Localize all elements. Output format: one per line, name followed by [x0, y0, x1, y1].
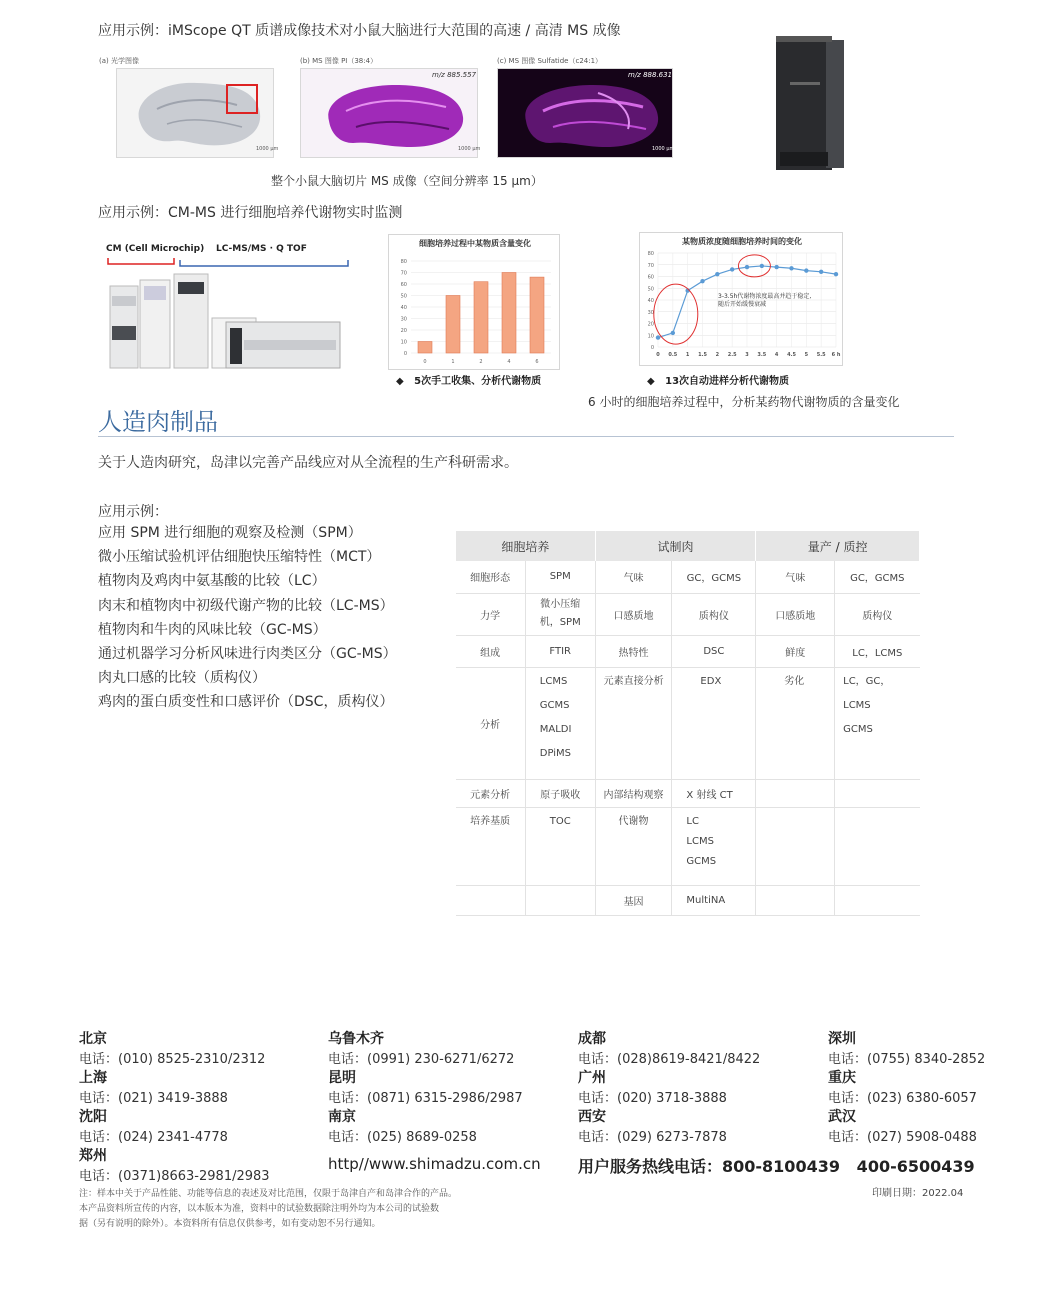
caption1: 整个小鼠大脑切片 MS 成像（空间分辨率 15 μm） — [271, 174, 543, 188]
data-point — [671, 331, 675, 335]
data-point — [804, 268, 808, 272]
product-table — [455, 531, 920, 916]
bar — [502, 273, 516, 354]
bar-chart — [388, 234, 560, 370]
x-tick-label: 1 — [685, 352, 690, 358]
tel-urumqi: 电话：(0991) 230-6271/6272 — [328, 1052, 515, 1067]
table-cell: 培养基质 — [456, 807, 526, 885]
cm-ms-system — [104, 244, 356, 372]
app-item: 肉末和植物肉中初级代谢产物的比较（LC-MS） — [98, 597, 394, 614]
contacts-col-2 — [328, 1028, 523, 1145]
y-tick-label: 60 — [647, 274, 654, 281]
city-chongqing: 重庆 — [828, 1070, 856, 1086]
table-row — [456, 561, 920, 593]
x-tick-label: 1 — [451, 359, 455, 365]
table-cell: 口感质地 — [595, 593, 672, 635]
app-item: 应用 SPM 进行细胞的观察及检测（SPM） — [98, 525, 362, 541]
y-tick-label: 30 — [400, 316, 407, 323]
data-point — [730, 267, 734, 271]
bar-chart-plot — [389, 235, 561, 371]
city-shanghai: 上海 — [79, 1070, 107, 1086]
y-tick-label: 80 — [400, 259, 407, 265]
table-cell: 热特性 — [595, 635, 672, 667]
y-tick-label: 0 — [650, 345, 654, 351]
tel-wuhan: 电话：(027) 5908-0488 — [828, 1130, 977, 1145]
table-cell-line: 机，SPM — [539, 617, 581, 628]
line-caption: ◆ 13次自动进样分析代谢物质 — [647, 376, 790, 387]
lcms-label: LC-MS/MS · Q TOF — [216, 244, 307, 254]
image-a-label: (a) 光学图像 — [99, 57, 139, 65]
table-cell: 基因 — [595, 885, 672, 915]
data-point — [819, 270, 823, 274]
tel-kunming: 电话：(0871) 6315-2986/2987 — [328, 1091, 523, 1106]
y-tick-label: 20 — [647, 321, 654, 328]
bar — [446, 296, 460, 354]
table-cell: 细胞形态 — [456, 561, 526, 593]
tel-beijing: 电话：(010) 8525-2310/2312 — [79, 1052, 266, 1067]
image-c-label: (c) MS 图像 Sulfatide（c24:1） — [497, 57, 603, 65]
table-cell: 内部结构观察 — [595, 779, 672, 807]
x-tick-label: 4.5 — [787, 352, 796, 358]
app-item: 肉丸口感的比较（质构仪） — [98, 670, 266, 687]
mz-c: m/z 888.631 — [628, 71, 673, 79]
print-date: 印刷日期：2022.04 — [872, 1188, 964, 1199]
table-cell: 组成 — [456, 635, 526, 667]
table-row — [456, 635, 920, 667]
table-cell: 代谢物 — [595, 807, 672, 885]
ms-image-b — [300, 68, 481, 158]
bar — [474, 282, 488, 353]
table-cell: LC，LCMS — [835, 635, 920, 667]
table-row — [456, 807, 920, 885]
app-item: 植物肉及鸡肉中氨基酸的比较（LC） — [98, 573, 326, 590]
x-tick-label: 4 — [774, 352, 779, 358]
table-cell-line: 微小压缩 — [540, 599, 581, 610]
table-cell-line: LCMS — [686, 835, 714, 847]
website-link[interactable]: http//www.shimadzu.com.cn — [328, 1155, 541, 1173]
bar-chart-title: 细胞培养过程中某物质含量变化 — [419, 239, 531, 248]
x-tick-label: 4 — [507, 359, 511, 365]
y-tick-label: 50 — [647, 286, 654, 293]
table-cell-line: DPiMS — [539, 747, 572, 759]
table-row — [456, 885, 920, 915]
table-cell: SPM — [525, 561, 595, 593]
y-tick-label: 10 — [400, 339, 407, 346]
y-tick-label: 40 — [647, 298, 654, 304]
line-chart-title: 某物质浓度随细胞培养时间的变化 — [682, 237, 802, 246]
table-cell: 元素分析 — [456, 779, 526, 807]
table-cell: GC，GCMS — [835, 561, 920, 593]
table-cell: 劣化 — [756, 667, 835, 779]
tel-guangzhou: 电话：(020) 3718-3888 — [578, 1091, 727, 1106]
x-tick-label: 6 — [535, 359, 539, 365]
line-chart — [639, 232, 843, 366]
bar — [418, 342, 432, 354]
contacts-col-3 — [578, 1028, 760, 1145]
table-cell-line: GCMS — [686, 855, 717, 867]
data-point — [700, 279, 704, 283]
x-tick-label: 6 h — [831, 352, 841, 358]
data-point — [760, 264, 764, 268]
footer-note: 注：样本中关于产品性能、功能等信息的表述及对比范围，仅限于岛津自产和岛津合作的产品。 — [79, 1189, 458, 1199]
city-beijing: 北京 — [79, 1031, 107, 1047]
section-divider — [98, 436, 954, 437]
table-cell — [835, 885, 920, 915]
table-cell-line: GCMS — [539, 699, 570, 711]
table-cell — [835, 807, 920, 885]
line-annotation-2: 随后开始缓慢衰减 — [718, 301, 767, 308]
footer-notes — [79, 1187, 457, 1232]
example1-heading: 应用示例：iMScope QT 质谱成像技术对小鼠大脑进行大范围的高速 / 高清 MS 成像 — [98, 23, 621, 39]
y-tick-label: 70 — [647, 262, 654, 269]
app-item: 通过机器学习分析风味进行肉类区分（GC-MS） — [98, 645, 397, 662]
table-cell: FTIR — [525, 635, 595, 667]
x-tick-label: 2.5 — [727, 352, 737, 358]
scale-b: 1000 μm — [458, 146, 481, 152]
table-cell-line: MALDI — [539, 723, 572, 735]
table-cell — [835, 667, 920, 779]
table-cell — [525, 667, 595, 779]
data-point — [774, 265, 778, 269]
table-cell: 原子吸收 — [525, 779, 595, 807]
city-chengdu: 成都 — [578, 1031, 606, 1047]
city-shenyang: 沈阳 — [79, 1109, 107, 1125]
section-intro: 关于人造肉研究，岛津以完善产品线应对从全流程的生产科研需求。 — [98, 455, 518, 471]
table-cell: 质构仪 — [835, 593, 920, 635]
table-cell: EDX — [672, 667, 756, 779]
tel-nanjing: 电话：(025) 8689-0258 — [328, 1130, 477, 1145]
data-point — [834, 272, 838, 276]
y-tick-label: 40 — [400, 305, 407, 311]
table-cell — [756, 779, 835, 807]
city-xian: 西安 — [578, 1109, 606, 1125]
table-cell-line: LC，GC，LCMS — [843, 675, 891, 711]
app-list — [98, 521, 397, 715]
x-tick-label: 1.5 — [698, 352, 707, 358]
x-tick-label: 5.5 — [816, 352, 826, 358]
table-cell — [756, 885, 835, 915]
tel-chengdu: 电话：(028)8619-8421/8422 — [578, 1052, 761, 1067]
scale-a: 1000 μm — [256, 146, 279, 152]
y-tick-label: 70 — [400, 270, 407, 277]
table-cell — [835, 779, 920, 807]
app-item: 微小压缩试验机评估细胞快压缩特性（MCT） — [98, 549, 381, 566]
imscope-instrument — [770, 32, 848, 174]
header-trial-meat: 试制肉 — [595, 531, 756, 561]
y-tick-label: 0 — [403, 351, 407, 357]
table-row — [456, 779, 920, 807]
line-caption-text: 13次自动进样分析代谢物质 — [665, 376, 790, 387]
city-wuhan: 武汉 — [828, 1109, 856, 1125]
table-cell: DSC — [672, 635, 756, 667]
table-cell-line: GCMS — [843, 723, 873, 735]
y-tick-label: 50 — [400, 293, 407, 300]
table-row — [456, 593, 920, 635]
app-item: 植物肉和牛肉的风味比较（GC-MS） — [98, 621, 327, 638]
x-tick-label: 2 — [479, 359, 483, 365]
table-cell — [756, 807, 835, 885]
table-cell-line: LCMS — [539, 675, 568, 687]
contacts-col-4 — [828, 1028, 985, 1145]
table-cell: 元素直接分析 — [595, 667, 672, 779]
tel-chongqing: 电话：(023) 6380-6057 — [828, 1091, 977, 1106]
city-guangzhou: 广州 — [578, 1070, 606, 1086]
x-tick-label: 0.5 — [668, 352, 678, 358]
table-cell: GC，GCMS — [672, 561, 756, 593]
header-mass-production: 量产 / 质控 — [756, 531, 920, 561]
y-tick-label: 60 — [400, 282, 407, 288]
city-nanjing: 南京 — [328, 1109, 356, 1125]
tel-shanghai: 电话：(021) 3419-3888 — [79, 1091, 228, 1106]
data-point — [715, 272, 719, 276]
image-b-label: (b) MS 图像 PI（38:4） — [300, 57, 378, 65]
cm-label: CM (Cell Microchip) — [106, 244, 205, 254]
ms-image-c — [497, 68, 673, 158]
section-title: 人造肉制品 — [98, 408, 218, 436]
table-cell: 力学 — [456, 593, 526, 635]
y-tick-label: 80 — [647, 251, 654, 257]
x-tick-label: 3 — [745, 352, 749, 358]
table-cell: MultiNA — [672, 885, 756, 915]
table-cell: 口感质地 — [756, 593, 835, 635]
app-heading: 应用示例： — [98, 504, 168, 520]
table-cell — [456, 885, 526, 915]
table-cell-line: LC — [686, 815, 699, 827]
optical-image — [116, 68, 274, 158]
x-tick-label: 3.5 — [757, 352, 767, 358]
city-kunming: 昆明 — [328, 1070, 356, 1086]
city-shenzhen: 深圳 — [828, 1031, 856, 1047]
x-tick-label: 5 — [804, 352, 809, 358]
hotline: 用户服务热线电话：800-8100439 400-6500439 — [578, 1157, 975, 1176]
header-cell-culture: 细胞培养 — [456, 531, 596, 561]
scale-c: 1000 μm — [652, 146, 675, 152]
x-tick-label: 0 — [656, 352, 660, 358]
footer-note: 据（另有说明的除外）。本资料所有信息仅供参考，如有变动恕不另行通知。 — [79, 1219, 381, 1229]
line-annotation: 3-3.5h代谢物浓度最高并趋于稳定, — [718, 293, 812, 300]
tel-shenyang: 电话：(024) 2341-4778 — [79, 1130, 228, 1145]
table-cell — [525, 885, 595, 915]
city-urumqi: 乌鲁木齐 — [328, 1031, 384, 1047]
tel-zhengzhou: 电话：(0371)8663-2981/2983 — [79, 1169, 270, 1184]
table-cell: 分析 — [456, 667, 526, 779]
bar-caption: ◆ 5次手工收集、分析代谢物质 — [396, 376, 542, 387]
table-cell: 鲜度 — [756, 635, 835, 667]
table-cell — [672, 807, 756, 885]
x-tick-label: 2 — [715, 352, 720, 358]
caption2: 6 小时的细胞培养过程中，分析某药物代谢物质的含量变化 — [588, 395, 900, 409]
mz-b: m/z 885.557 — [432, 71, 477, 79]
city-zhengzhou: 郑州 — [79, 1148, 107, 1164]
data-point — [656, 335, 660, 339]
table-cell: 气味 — [756, 561, 835, 593]
data-point — [789, 266, 793, 270]
table-cell: X 射线 CT — [672, 779, 756, 807]
app-item: 鸡肉的蛋白质变性和口感评价（DSC，质构仪） — [98, 694, 394, 711]
footer-note: 本产品资料所宣传的内容，以本版本为准，资料中的试验数据除注明外均为本公司的试验数 — [79, 1204, 440, 1214]
table-cell: 质构仪 — [672, 593, 756, 635]
bar-caption-text: 5次手工收集、分析代谢物质 — [414, 376, 542, 387]
table-row — [456, 667, 920, 779]
contacts-col-1 — [79, 1028, 270, 1184]
y-tick-label: 20 — [400, 328, 407, 334]
table-cell: 气味 — [595, 561, 672, 593]
table-cell: TOC — [525, 807, 595, 885]
x-tick-label: 0 — [423, 359, 427, 365]
y-tick-label: 30 — [647, 309, 654, 316]
example2-heading: 应用示例：CM-MS 进行细胞培养代谢物实时监测 — [98, 205, 403, 221]
tel-shenzhen: 电话：(0755) 8340-2852 — [828, 1052, 986, 1067]
bar — [530, 277, 544, 353]
tel-xian: 电话：(029) 6273-7878 — [578, 1130, 727, 1145]
table-cell — [525, 593, 595, 635]
y-tick-label: 10 — [647, 333, 654, 340]
data-point — [745, 265, 749, 269]
